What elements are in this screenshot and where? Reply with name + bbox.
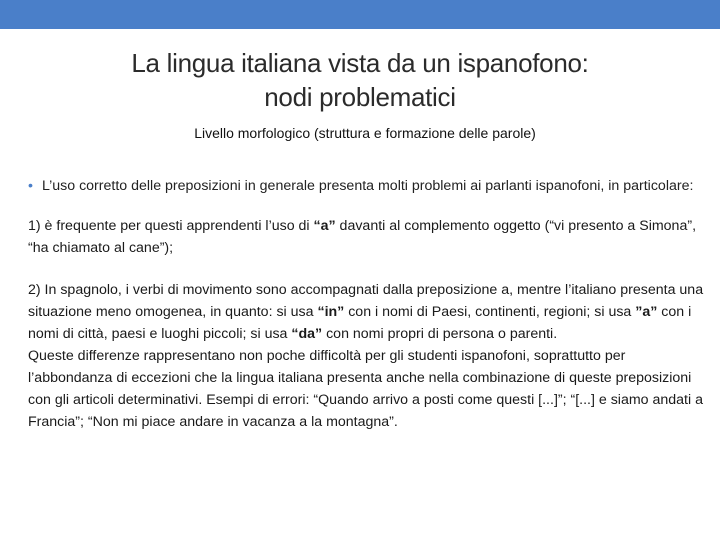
header-bar	[0, 0, 720, 29]
point2-text-1: 2) In spagnolo, i verbi di movimento sono accompagnati dalla preposizione a, mentre l’italiano presenta una situazione meno omogenea, in quanto: si usa	[28, 282, 704, 320]
paragraph-point-2	[28, 279, 704, 345]
point2-emphasis-in: “in”	[317, 304, 345, 320]
title-line-2: nodi problematici	[264, 82, 456, 112]
point2-text-4: con nomi propri di persona o parenti.	[322, 326, 558, 342]
slide-subtitle: Livello morfologico (struttura e formazione delle parole)	[194, 125, 536, 141]
point2-text-2: con i nomi di Paesi, continenti, regioni; si usa	[344, 304, 636, 320]
point1-text-a: 1) è frequente per questi apprendenti l’uso di	[28, 218, 314, 234]
slide-title	[0, 46, 720, 114]
point1-emphasis: “a”	[313, 218, 336, 234]
bullet-item	[28, 175, 704, 197]
bullet-dot-icon: •	[28, 178, 33, 194]
point2-text-3: con i nomi di città, paesi e luoghi piccoli; si usa	[28, 304, 692, 342]
bullet-text: L’uso corretto delle preposizioni in generale presenta molti problemi ai parlanti ispanofoni, in particolare:	[42, 178, 694, 194]
paragraph-point-3: Queste differenze rappresentano non poche difficoltà per gli studenti ispanofoni, soprattutto per l’abbondanza di eccezioni che la lingua italiana presenta anche nella combinazione di queste preposizioni con gli articoli determinativi. Esempi di errori: “Quando arrivo a posti come questi [...]”; “[...] e siamo andati a Francia”; “Non mi piace andare in vacanza a la montagna”.	[28, 348, 703, 430]
point2-emphasis-da: “da”	[291, 326, 323, 342]
slide-body	[28, 175, 704, 433]
point1-text-b: davanti al complemento oggetto (“vi presento a Simona”, “ha chiamato al cane”);	[28, 218, 697, 256]
title-line-1: La lingua italiana vista da un ispanofono:	[131, 48, 589, 78]
point2-emphasis-a: ”a”	[635, 304, 658, 320]
paragraph-point-1	[28, 215, 704, 259]
